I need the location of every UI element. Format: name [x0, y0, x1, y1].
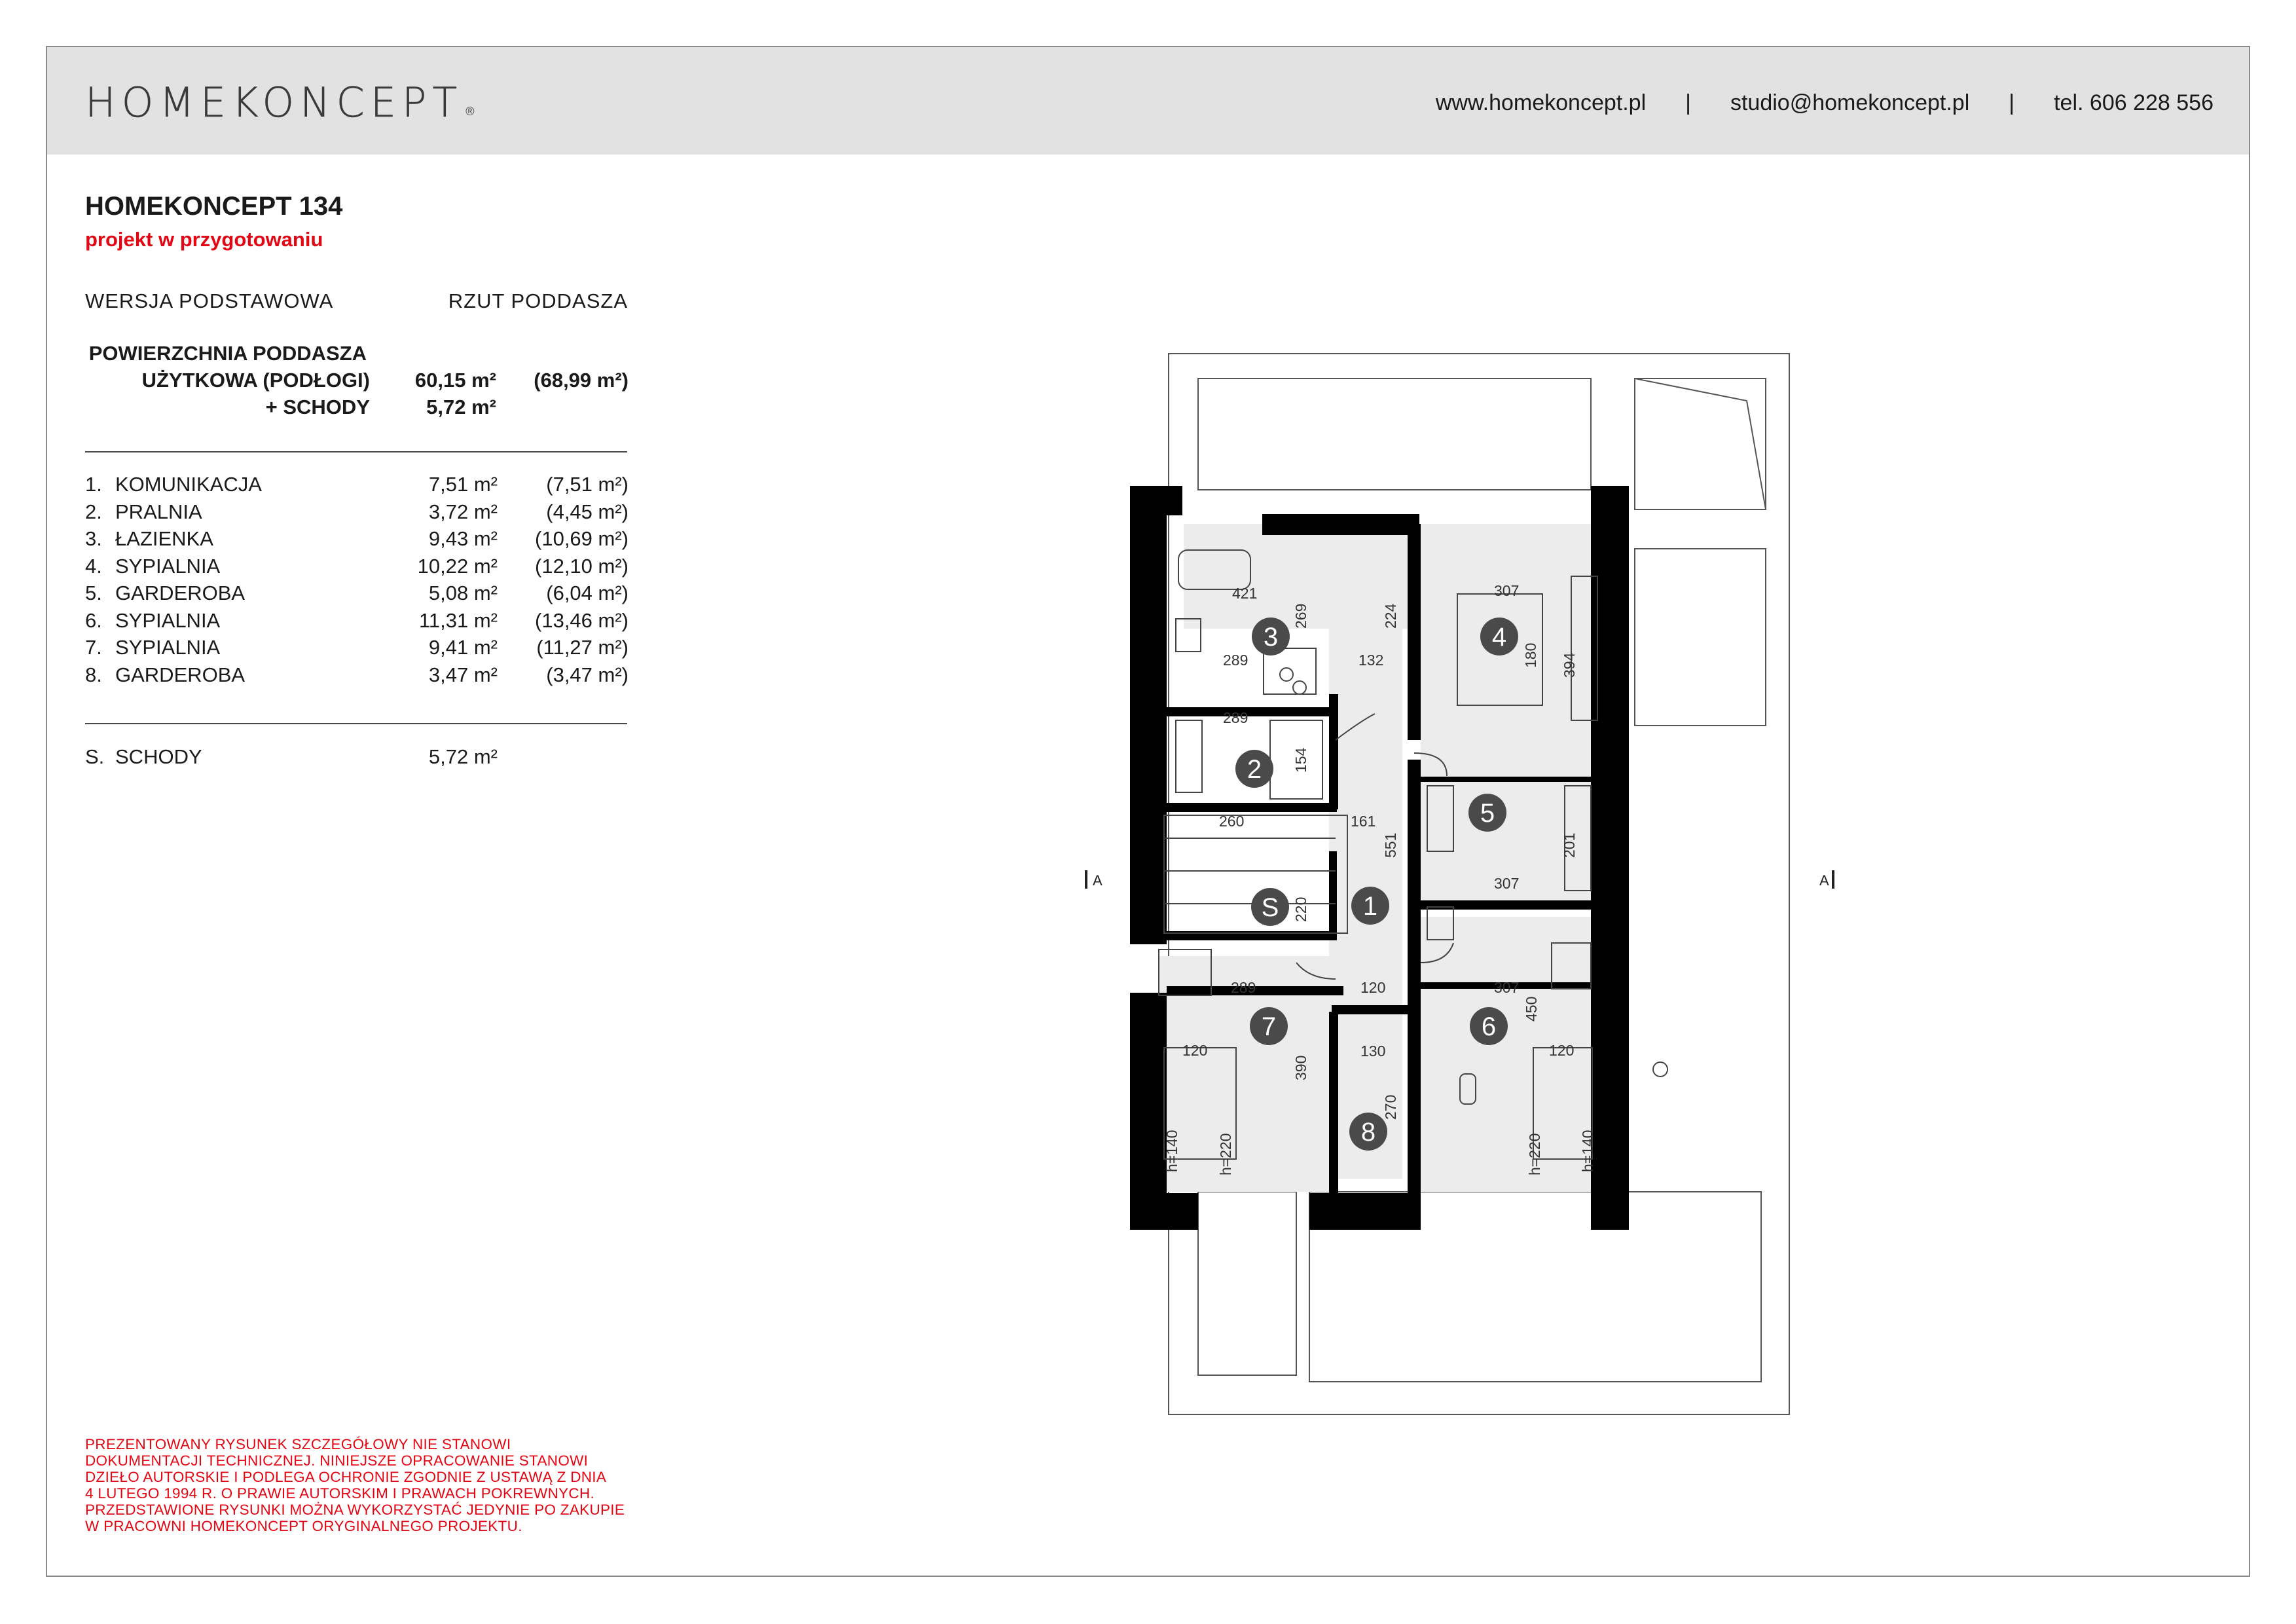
room-row: 4. SYPIALNIA 10,22 m² (12,10 m²) — [85, 554, 629, 578]
svg-text:S: S — [1261, 893, 1279, 922]
phone-link[interactable]: tel. 606 228 556 — [2054, 90, 2214, 115]
svg-text:1: 1 — [1362, 892, 1378, 921]
svg-text:8: 8 — [1360, 1118, 1376, 1147]
section-mark-left: A — [1093, 872, 1102, 889]
room-marker[interactable] — [1251, 888, 1289, 926]
svg-text:260: 260 — [1219, 813, 1245, 830]
room-marker[interactable] — [1468, 794, 1506, 832]
area-total-value: (68,99 m²) — [534, 369, 629, 392]
svg-text:h=140: h=140 — [1579, 1130, 1596, 1172]
room-marker[interactable] — [1252, 618, 1290, 655]
room-row: 8. GARDEROBA 3,47 m² (3,47 m²) — [85, 663, 629, 686]
svg-text:269: 269 — [1292, 603, 1309, 629]
website-link[interactable]: www.homekoncept.pl — [1435, 90, 1647, 115]
room-marker[interactable] — [1235, 750, 1273, 788]
room-row: 2. PRALNIA 3,72 m² (4,45 m²) — [85, 500, 629, 523]
email-link[interactable]: studio@homekoncept.pl — [1730, 90, 1970, 115]
room-row: 1. KOMUNIKACJA 7,51 m² (7,51 m²) — [85, 473, 629, 496]
area-usable-value: 60,15 m² — [414, 369, 496, 392]
legal-disclaimer: PREZENTOWANY RYSUNEK SZCZEGÓŁOWY NIE STANOWI DOKUMENTACJI TECHNICZNEJ. NINIEJSZE OPRACOWANIE STANOWI DZIEŁO AUTORSKIE I PODLEGA OCHRONIE ZGODNIE Z USTAWĄ Z DNIA 4 LUTEGO 1994 R. O PRAWIE AUTORSKIM I PRAWACH POKREWNYCH. PRZEDSTAWIONE RYSUNKI MOŻNA WYKORZYSTAĆ JEDYNIE PO ZAKUPIE W PRACOWNI HOMEKONCEPT ORYGINALNEGO PROJEKTU. — [85, 1436, 625, 1534]
svg-text:289: 289 — [1223, 709, 1248, 726]
svg-text:161: 161 — [1351, 813, 1376, 830]
svg-text:120: 120 — [1182, 1042, 1208, 1059]
svg-text:4: 4 — [1491, 623, 1507, 652]
stairs-row: S. SCHODY 5,72 m² — [85, 745, 498, 768]
svg-text:180: 180 — [1522, 642, 1539, 668]
svg-text:289: 289 — [1223, 652, 1248, 669]
svg-text:130: 130 — [1360, 1043, 1386, 1060]
area-stairs-label: + SCHODY — [265, 396, 370, 418]
area-heading-1: POWIERZCHNIA PODDASZA — [88, 342, 367, 365]
svg-text:390: 390 — [1292, 1055, 1309, 1080]
svg-text:450: 450 — [1523, 996, 1540, 1022]
svg-text:2: 2 — [1247, 755, 1262, 784]
svg-text:154: 154 — [1292, 747, 1309, 773]
svg-text:5: 5 — [1480, 799, 1495, 828]
room-row: 6. SYPIALNIA 11,31 m² (13,46 m²) — [85, 608, 629, 632]
project-title: HOMEKONCEPT 134 — [85, 192, 343, 221]
plan-name: RZUT PODDASZA — [448, 289, 628, 312]
separator: | — [2009, 90, 2015, 115]
room-row: 5. GARDEROBA 5,08 m² (6,04 m²) — [85, 581, 629, 604]
svg-text:201: 201 — [1561, 832, 1578, 858]
room-marker[interactable] — [1250, 1007, 1288, 1045]
version-label: WERSJA PODSTAWOWA — [85, 289, 334, 312]
svg-text:132: 132 — [1358, 652, 1384, 669]
room-marker[interactable] — [1351, 887, 1389, 925]
svg-text:421: 421 — [1232, 585, 1258, 602]
area-heading-2: UŻYTKOWA (PODŁOGI) — [141, 369, 370, 392]
logo-text: HOMEKONCEPT — [85, 79, 464, 126]
room-row: 3. ŁAZIENKA 9,43 m² (10,69 m²) — [85, 527, 629, 550]
svg-text:h=140: h=140 — [1163, 1130, 1180, 1172]
svg-text:120: 120 — [1549, 1042, 1575, 1059]
room-row: 7. SYPIALNIA 9,41 m² (11,27 m²) — [85, 636, 629, 659]
svg-text:394: 394 — [1561, 652, 1578, 678]
svg-text:7: 7 — [1261, 1012, 1277, 1041]
separator: | — [1685, 90, 1691, 115]
svg-text:307: 307 — [1494, 582, 1520, 599]
svg-text:h=220: h=220 — [1526, 1133, 1543, 1175]
section-mark-right: A — [1819, 872, 1829, 889]
svg-text:3: 3 — [1263, 623, 1279, 652]
svg-text:307: 307 — [1494, 875, 1520, 892]
svg-text:307: 307 — [1494, 979, 1520, 996]
svg-text:289: 289 — [1231, 979, 1256, 996]
svg-text:224: 224 — [1382, 603, 1399, 629]
area-stairs-value: 5,72 m² — [426, 396, 496, 418]
svg-text:551: 551 — [1382, 832, 1399, 858]
registered-mark: ® — [465, 105, 475, 118]
svg-text:120: 120 — [1360, 979, 1386, 996]
room-marker[interactable] — [1470, 1007, 1508, 1045]
svg-text:h=220: h=220 — [1217, 1133, 1234, 1175]
room-marker[interactable] — [1349, 1113, 1387, 1151]
svg-text:220: 220 — [1292, 896, 1309, 922]
floor-zones — [1159, 524, 1597, 1192]
svg-text:270: 270 — [1382, 1094, 1399, 1120]
svg-text:6: 6 — [1481, 1012, 1497, 1041]
project-status: projekt w przygotowaniu — [85, 228, 323, 251]
room-marker[interactable] — [1480, 618, 1518, 655]
